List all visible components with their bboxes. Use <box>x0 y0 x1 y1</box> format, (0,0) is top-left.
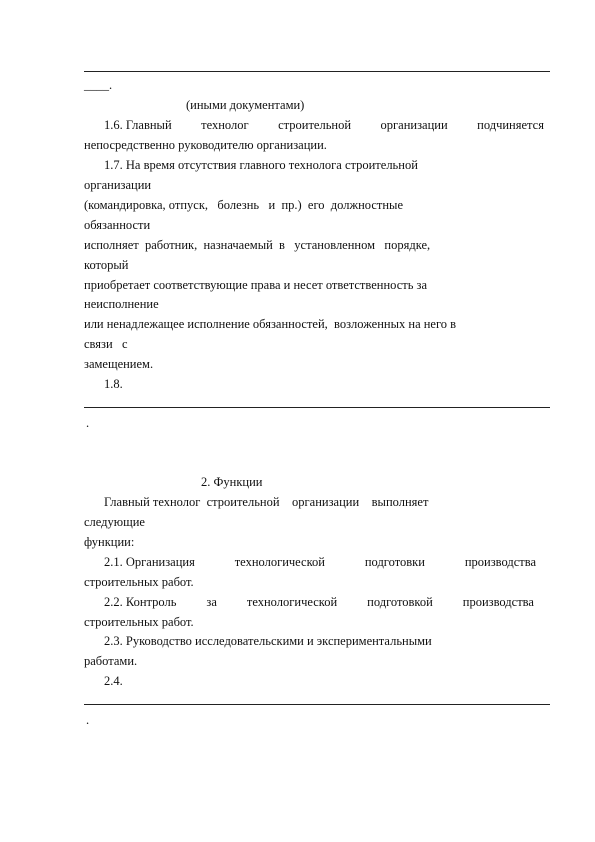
section-2-bottom-rule <box>84 704 550 705</box>
paragraph-1-6-line-2: непосредственно руководителю организации. <box>84 138 327 152</box>
paragraph-2-2-line-1 <box>104 595 534 610</box>
blank-tail: ____. <box>84 78 113 92</box>
word: технолог <box>201 118 249 132</box>
word: технологической <box>246 595 338 609</box>
paragraph-1-7-line-1: 1.7. На время отсутствия главного технолога строительной <box>104 158 418 172</box>
paragraph-1-7-line-6: который <box>84 258 129 272</box>
paragraph-1-7-line-2: организации <box>84 178 152 192</box>
word: 2.1. Организация <box>104 555 195 569</box>
paragraph-2-1-line-1 <box>104 555 536 570</box>
word: производства <box>464 555 536 569</box>
paragraph-2-4: 2.4. <box>104 674 123 688</box>
paragraph-1-7-line-7: приобретает соответствующие права и несет ответственность за <box>84 278 428 292</box>
word: организации <box>380 118 448 132</box>
word: строительной <box>278 118 352 132</box>
paragraph-1-7-line-3: (командировка, отпуск, болезнь и пр.) его должностные <box>84 198 404 212</box>
word: 1.6. Главный <box>104 118 172 132</box>
paragraph-1-6-line-1 <box>104 118 544 133</box>
paragraph-1-7-line-4: обязанности <box>84 218 151 232</box>
word: технологической <box>234 555 325 569</box>
paragraph-1-7-line-9: или ненадлежащее исполнение обязанностей, возложенных на него в <box>84 317 457 331</box>
paragraph-1-8: 1.8. <box>104 377 123 391</box>
paragraph-2-2-line-2: строительных работ. <box>84 615 194 629</box>
section-1-end-dot: . <box>86 416 90 430</box>
section-2-heading: 2. Функции <box>201 475 263 489</box>
paragraph-2-3-line-1: 2.3. Руководство исследовательскими и экспериментальными <box>104 634 432 648</box>
paragraph-2-1-line-2: строительных работ. <box>84 575 194 589</box>
word: производства <box>462 595 534 609</box>
section-1-bottom-rule <box>84 407 550 408</box>
top-rule <box>84 71 550 72</box>
paragraph-1-7-line-8: неисполнение <box>84 297 159 311</box>
paragraph-1-7-line-5: исполняет работник, назначаемый в установленном порядке, <box>84 238 431 252</box>
word: подготовки <box>364 555 425 569</box>
paragraph-1-7-line-11: замещением. <box>84 357 154 371</box>
section-2-intro-line-2: следующие <box>84 515 145 529</box>
word: подчиняется <box>477 118 544 132</box>
section-2-end-dot: . <box>86 713 90 727</box>
section-2-intro-line-3: функции: <box>84 535 135 549</box>
word: подготовкой <box>367 595 433 609</box>
section-2-intro-line-1: Главный технолог строительной организации выполняет <box>104 495 429 509</box>
note-other-documents: (иными документами) <box>186 98 305 112</box>
paragraph-2-3-line-2: работами. <box>84 654 138 668</box>
word: за <box>206 595 217 609</box>
word: 2.2. Контроль <box>104 595 177 609</box>
paragraph-1-7-line-10: связи с <box>84 337 128 351</box>
